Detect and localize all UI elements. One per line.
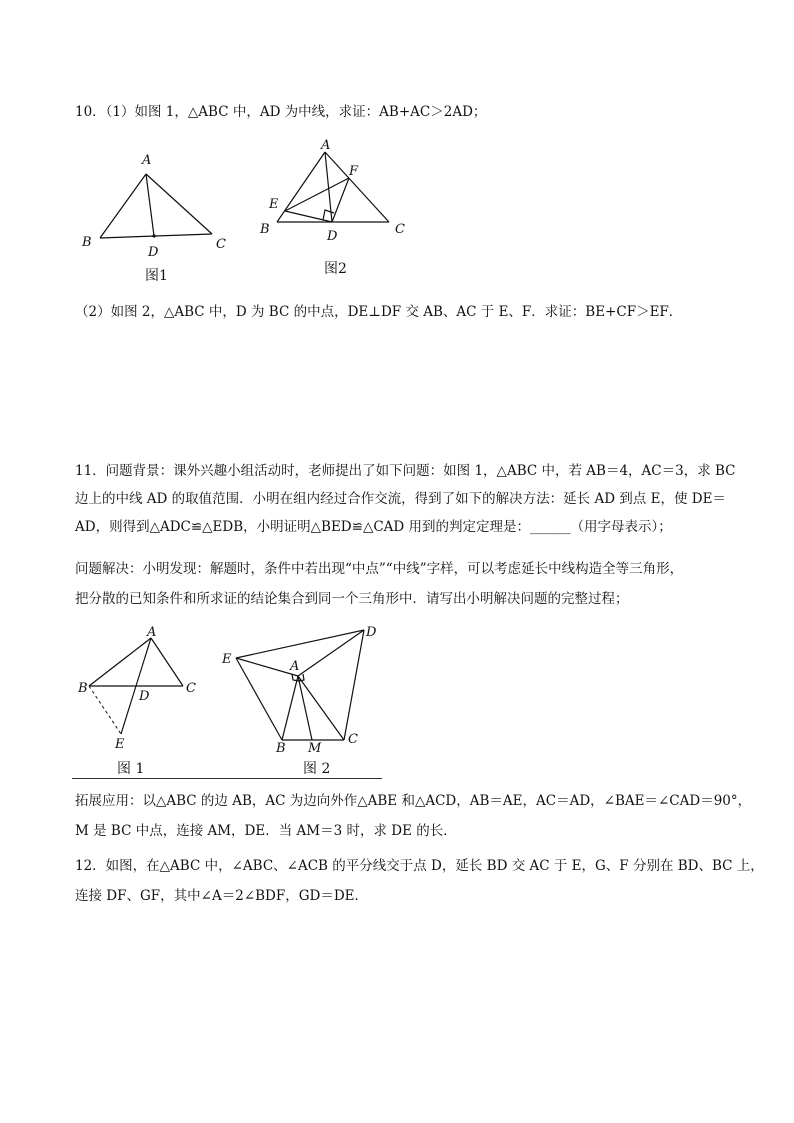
q11-extension-line-1: 拓展应用：以△ABC 的边 AB，AC 为边向外作△ABE 和△ACD，AB＝AE，AC＝AD，∠BAE＝∠CAD＝90°， bbox=[75, 793, 752, 809]
q10-fig2-caption: 图2 bbox=[324, 261, 347, 277]
q10-figure-2 bbox=[255, 138, 415, 248]
q11-fig2-label-c: C bbox=[348, 732, 358, 747]
q11-fig1-label-d: D bbox=[139, 689, 150, 704]
q11-fig1-label-b: B bbox=[78, 681, 88, 696]
q11-fig1-label-e: E bbox=[115, 737, 125, 752]
q11-fig2-label-a: A bbox=[290, 659, 300, 674]
q10-fig2-label-c: C bbox=[395, 222, 405, 237]
q11-figure-2 bbox=[220, 622, 385, 762]
q11-fig2-label-m: M bbox=[308, 741, 322, 756]
q11-line-1: 11．问题背景：课外兴趣小组活动时，老师提出了如下问题：如图 1，△ABC 中，若 AB＝4，AC＝3，求 BC bbox=[75, 463, 736, 479]
q11-line-5: 把分散的已知条件和所求证的结论集合到同一个三角形中．请写出小明解决问题的完整过程； bbox=[75, 591, 629, 607]
q11-fig1-label-c: C bbox=[186, 681, 196, 696]
q10-fig1-label-a: A bbox=[142, 153, 152, 168]
q11-fig1-caption: 图 1 bbox=[117, 761, 145, 777]
q10-fig1-label-c: C bbox=[216, 237, 226, 252]
q10-fig1-label-b: B bbox=[82, 235, 92, 250]
q11-line-2: 边上的中线 AD 的取值范围．小明在组内经过合作交流，得到了如下的解决方法：延长 AD 到点 E，使 DE＝ bbox=[75, 491, 726, 507]
q11-fig2-caption: 图 2 bbox=[303, 761, 331, 777]
q10-part1: 10．（1）如图 1，△ABC 中，AD 为中线，求证：AB+AC＞2AD； bbox=[75, 104, 487, 120]
q11-line-4: 问题解决：小明发现：解题时，条件中若出现“中点”“中线”字样，可以考虑延长中线构造全等三角形， bbox=[75, 561, 684, 577]
q12-line-2: 连接 DF、GF，其中∠A＝2∠BDF，GD＝DE． bbox=[75, 888, 368, 904]
q10-fig2-label-d: D bbox=[327, 229, 338, 244]
q11-figure-1 bbox=[75, 624, 215, 754]
q10-fig2-label-a: A bbox=[321, 138, 331, 153]
q10-fig1-label-d: D bbox=[148, 245, 159, 260]
q11-fig1-label-a: A bbox=[147, 625, 157, 640]
q11-fig2-label-e: E bbox=[222, 652, 232, 667]
q10-fig1-caption: 图1 bbox=[145, 268, 168, 284]
figure-divider bbox=[72, 778, 382, 779]
q10-fig2-label-f: F bbox=[349, 164, 359, 179]
q10-fig2-label-e: E bbox=[269, 197, 279, 212]
q12-line-1: 12．如图，在△ABC 中，∠ABC、∠ACB 的平分线交于点 D，延长 BD 交 AC 于 E，G、F 分别在 BD、BC 上， bbox=[75, 858, 764, 874]
q11-line-3: AD，则得到△ADC≌△EDB，小明证明△BED≌△CAD 用到的判定定理是：______（用字母表示）； bbox=[75, 519, 672, 535]
q10-fig2-label-b: B bbox=[260, 222, 270, 237]
q11-extension-line-2: M 是 BC 中点，连接 AM，DE．当 AM＝3 时，求 DE 的长． bbox=[75, 823, 457, 839]
q10-figure-1 bbox=[78, 148, 238, 258]
q10-part2: （2）如图 2，△ABC 中，D 为 BC 的中点，DE⊥DF 交 AB、AC 于 E、F．求证：BE+CF＞EF． bbox=[75, 304, 683, 320]
q11-fig2-label-d: D bbox=[366, 625, 377, 640]
q11-fig2-label-b: B bbox=[276, 741, 286, 756]
